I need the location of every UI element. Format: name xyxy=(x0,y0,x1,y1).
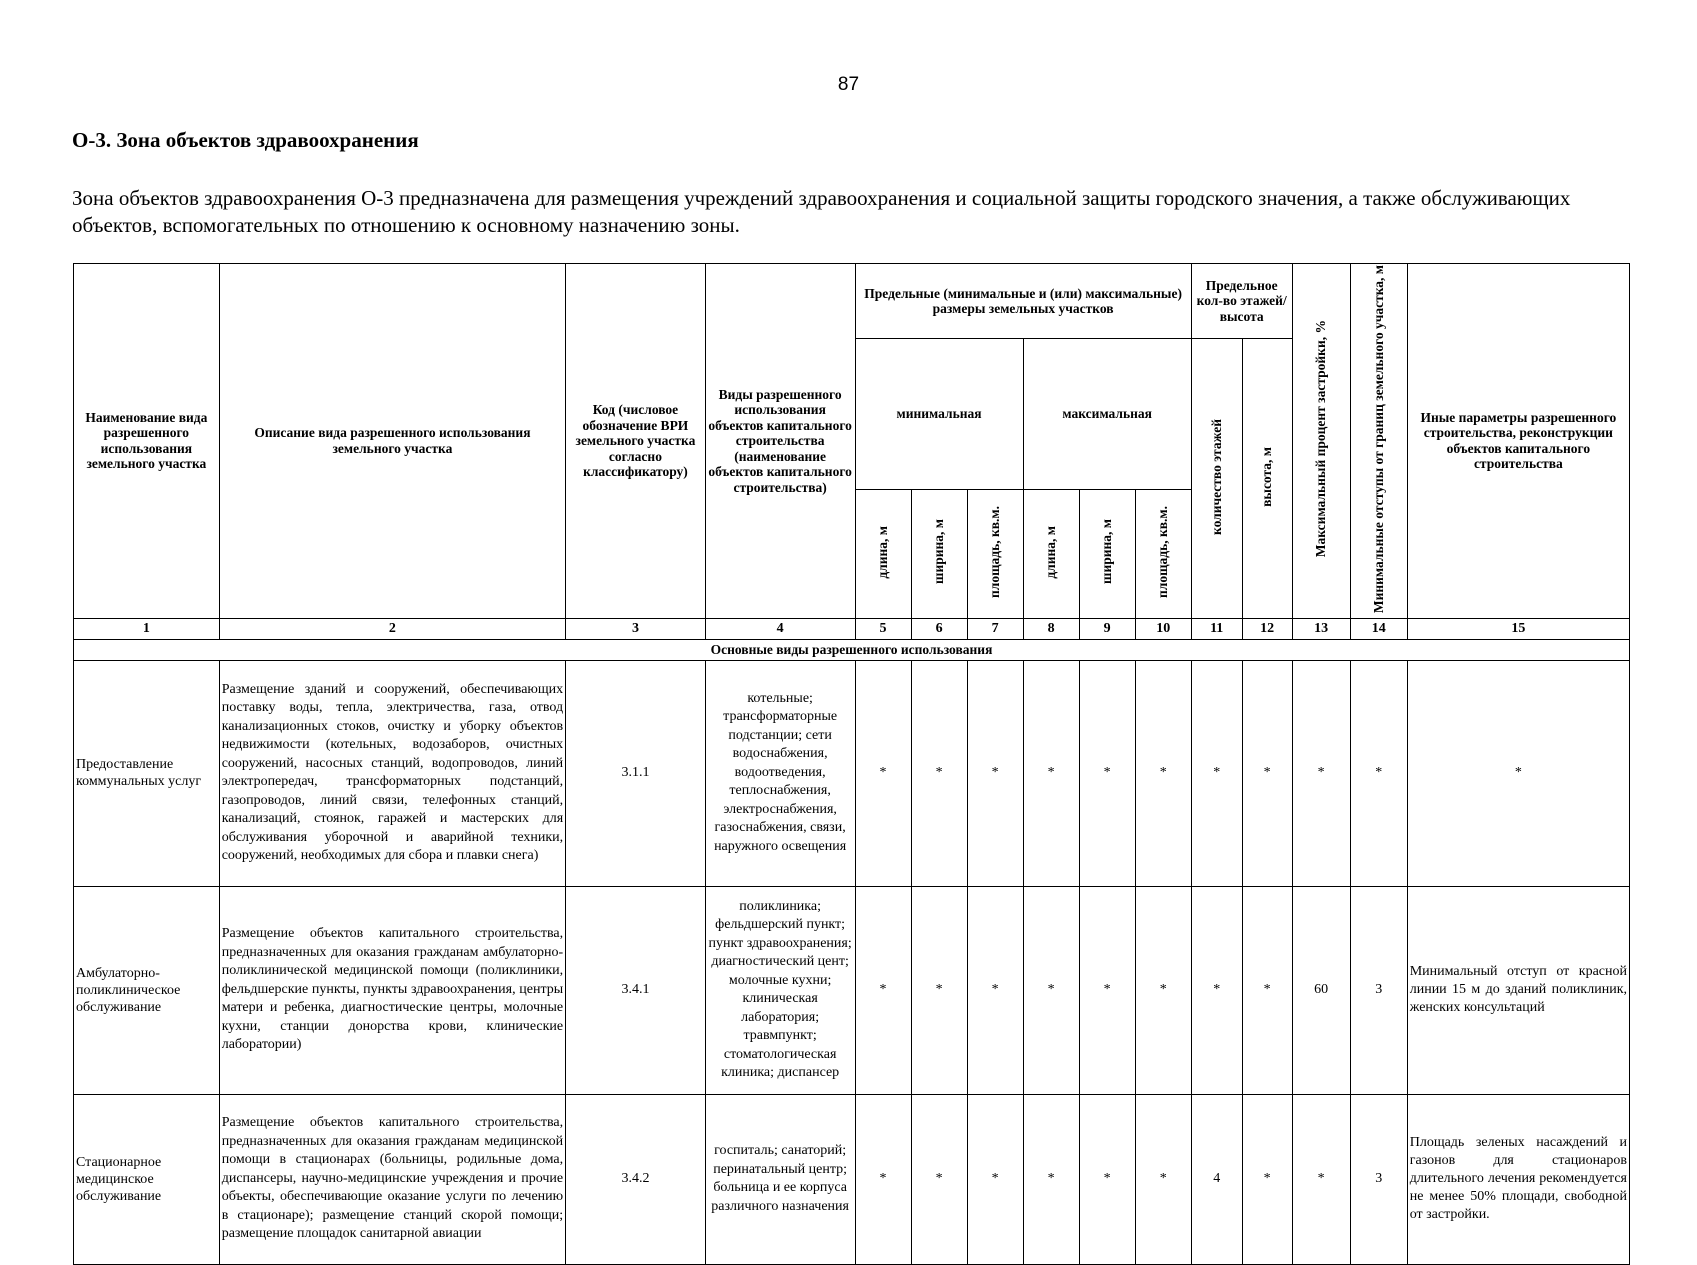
header-code: Код (числовое обозначение ВРИ земельного участка согласно классификатору) xyxy=(566,264,706,619)
column-number: 10 xyxy=(1135,618,1191,639)
table-row xyxy=(74,660,1630,886)
height-value: * xyxy=(1242,886,1292,1094)
header-min: минимальная xyxy=(855,339,1023,490)
min-area-value: * xyxy=(967,660,1023,886)
column-number: 6 xyxy=(911,618,967,639)
floors-value: 4 xyxy=(1191,1094,1242,1264)
min-length-value: * xyxy=(855,660,911,886)
max-width-value: * xyxy=(1079,660,1135,886)
header-kinds: Виды разрешенного использования объектов капитального строительства (наименование объектов капитального строительства) xyxy=(705,264,855,619)
use-name: Стационарное медицинское обслуживание xyxy=(74,1094,220,1264)
column-number: 7 xyxy=(967,618,1023,639)
max-percent-value: * xyxy=(1292,1094,1350,1264)
column-number: 13 xyxy=(1292,618,1350,639)
min-setback-value: 3 xyxy=(1350,1094,1407,1264)
max-area-value: * xyxy=(1135,660,1191,886)
page-number: 87 xyxy=(837,74,860,95)
use-code: 3.4.1 xyxy=(566,886,706,1094)
other-params: Площадь зеленых насаждений и газонов для стационаров длительного лечения рекомендуется не менее 50% площади, свободной от застройки. xyxy=(1407,1094,1629,1264)
column-number: 1 xyxy=(74,618,220,639)
max-percent-value: 60 xyxy=(1292,886,1350,1094)
header-name: Наименование вида разрешенного использования земельного участка xyxy=(74,264,220,619)
use-code: 3.1.1 xyxy=(566,660,706,886)
header-max-percent: Максимальный процент застройки, % xyxy=(1292,264,1350,619)
header-max: максимальная xyxy=(1023,339,1191,490)
max-width-value: * xyxy=(1079,1094,1135,1264)
floors-value: * xyxy=(1191,660,1242,886)
header-max-width: ширина, м xyxy=(1079,489,1135,618)
use-description: Размещение зданий и сооружений, обеспечивающих поставку воды, тепла, электричества, газа, отвод канализационных стоков, очистку и уборку объектов недвижимости (котельных, водозаборов, очистных сооружений, насосных станций, водопроводов, линий электропередач, трансформаторных подстанций, газопроводов, линий связи, телефонных станций, канализаций, стоянок, гаражей и мастерских для обслуживания уборочной и аварийной техники, сооружений, необходимых для сбора и плавки снега) xyxy=(219,660,565,886)
min-setback-value: * xyxy=(1350,660,1407,886)
min-width-value: * xyxy=(911,886,967,1094)
header-max-length: длина, м xyxy=(1023,489,1079,618)
max-area-value: * xyxy=(1135,886,1191,1094)
use-kinds: котельные; трансформаторные подстанции; сети водоснабжения, водоотведения, теплоснабжения, электроснабжения, газоснабжения, связи, наружного освещения xyxy=(705,660,855,886)
header-other: Иные параметры разрешенного строительства, реконструкции объектов капитального строительства xyxy=(1407,264,1629,619)
height-value: * xyxy=(1242,1094,1292,1264)
header-floors: количество этажей xyxy=(1191,339,1242,619)
section-title: Основные виды разрешенного использования xyxy=(74,639,1630,660)
zone-title: О-3. Зона объектов здравоохранения xyxy=(72,128,419,152)
column-number: 9 xyxy=(1079,618,1135,639)
min-area-value: * xyxy=(967,886,1023,1094)
header-min-setback: Минимальные отступы от границ земельного участка, м xyxy=(1350,264,1407,619)
column-number: 15 xyxy=(1407,618,1629,639)
other-params: Минимальный отступ от красной линии 15 м до зданий поликлиник, женских консультаций xyxy=(1407,886,1629,1094)
min-length-value: * xyxy=(855,1094,911,1264)
header-floors-height: Предельное кол-во этажей/ высота xyxy=(1191,264,1292,339)
header-sizes: Предельные (минимальные и (или) максимальные) размеры земельных участков xyxy=(855,264,1191,339)
min-setback-value: 3 xyxy=(1350,886,1407,1094)
header-min-area: площадь, кв.м. xyxy=(967,489,1023,618)
column-number: 3 xyxy=(566,618,706,639)
min-width-value: * xyxy=(911,1094,967,1264)
max-length-value: * xyxy=(1023,886,1079,1094)
floors-value: * xyxy=(1191,886,1242,1094)
header-max-area: площадь, кв.м. xyxy=(1135,489,1191,618)
min-area-value: * xyxy=(967,1094,1023,1264)
column-number: 5 xyxy=(855,618,911,639)
use-name: Амбулаторно-поликлиническое обслуживание xyxy=(74,886,220,1094)
use-description: Размещение объектов капитального строительства, предназначенных для оказания гражданам амбулаторно-поликлинической медицинской помощи (поликлиники, фельдшерские пункты, пункты здравоохранения, центры матери и ребенка, диагностические центры, молочные кухни, станции донорства крови, клинические лаборатории) xyxy=(219,886,565,1094)
column-number: 2 xyxy=(219,618,565,639)
use-kinds: поликлиника; фельдшерский пункт; пункт здравоохранения; диагностический цент; молочные кухни; клиническая лаборатория; травмпункт; стоматологическая клиника; диспансер xyxy=(705,886,855,1094)
header-min-length: длина, м xyxy=(855,489,911,618)
header-min-width: ширина, м xyxy=(911,489,967,618)
max-width-value: * xyxy=(1079,886,1135,1094)
column-number: 14 xyxy=(1350,618,1407,639)
use-kinds: госпиталь; санаторий; перинатальный центр; больница и ее корпуса различного назначения xyxy=(705,1094,855,1264)
max-length-value: * xyxy=(1023,1094,1079,1264)
header-description: Описание вида разрешенного использования земельного участка xyxy=(219,264,565,619)
min-length-value: * xyxy=(855,886,911,1094)
header-height: высота, м xyxy=(1242,339,1292,619)
max-length-value: * xyxy=(1023,660,1079,886)
use-code: 3.4.2 xyxy=(566,1094,706,1264)
height-value: * xyxy=(1242,660,1292,886)
max-area-value: * xyxy=(1135,1094,1191,1264)
min-width-value: * xyxy=(911,660,967,886)
column-number: 4 xyxy=(705,618,855,639)
use-name: Предоставление коммунальных услуг xyxy=(74,660,220,886)
other-params: * xyxy=(1407,660,1629,886)
column-number: 11 xyxy=(1191,618,1242,639)
table-row xyxy=(74,1094,1630,1264)
use-description: Размещение объектов капитального строительства, предназначенных для оказания гражданам медицинской помощи в стационарах (больницы, родильные дома, диспансеры, научно-медицинские учреждения и прочие объекты, обеспечивающие оказание услуги по лечению в стационаре); размещение станций скорой помощи; размещение площадок санитарной авиации xyxy=(219,1094,565,1264)
table-row xyxy=(74,886,1630,1094)
zone-description: Зона объектов здравоохранения О-3 предназначена для размещения учреждений здравоохранения и социальной защиты городского значения, а также обслуживающих объектов, вспомогательных по отношению к основному назначению зоны. xyxy=(72,186,1571,237)
regulations-table xyxy=(73,263,1630,1265)
column-number: 12 xyxy=(1242,618,1292,639)
column-number: 8 xyxy=(1023,618,1079,639)
max-percent-value: * xyxy=(1292,660,1350,886)
